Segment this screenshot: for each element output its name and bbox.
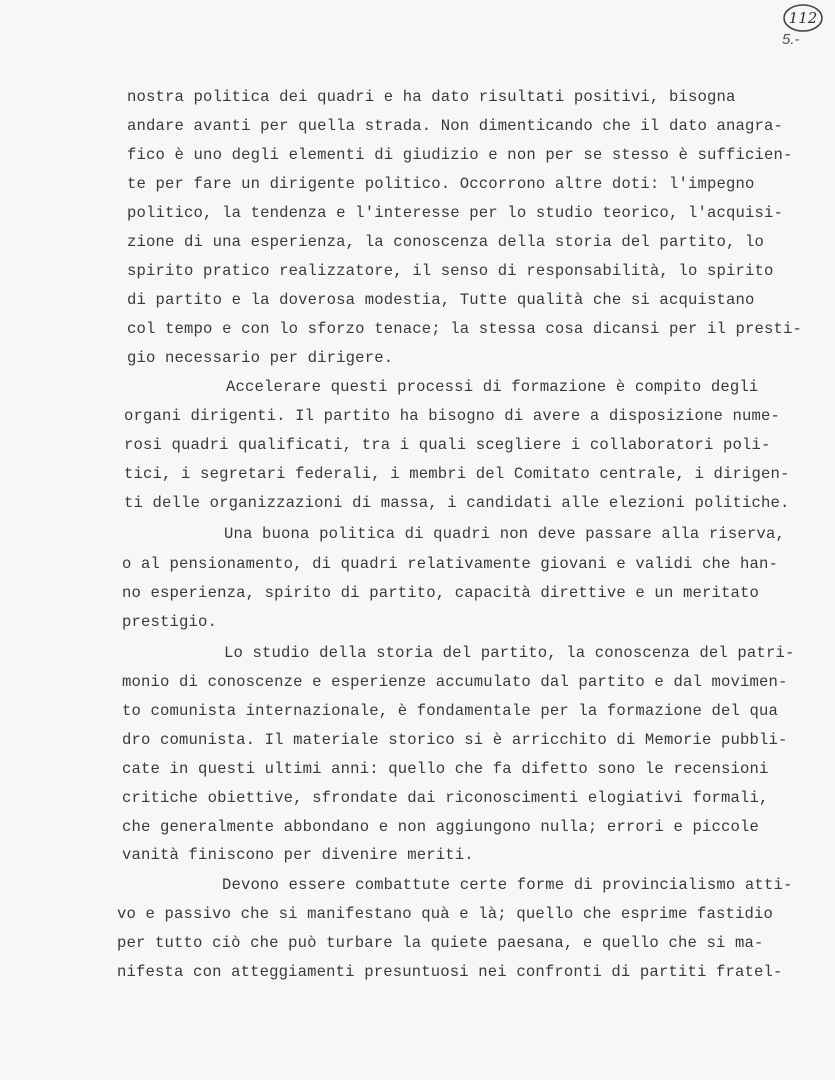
text-line-22: to comunista internazionale, è fondamentale per la formazione del qua [122, 702, 779, 720]
text-line-2: andare avanti per quella strada. Non dimenticando che il dato anagra- [127, 117, 784, 135]
text-line-5: politico, la tendenza e l'interesse per lo studio teorico, l'acquisi- [127, 204, 784, 222]
text-line-23: dro comunista. Il materiale storico si è arricchito di Memorie pubbli- [122, 731, 788, 749]
text-line-15: ti delle organizzazioni di massa, i candidati alle elezioni politiche. [124, 494, 790, 512]
text-line-3: fico è uno degli elementi di giudizio e non per se stesso è sufficien- [127, 146, 793, 164]
text-line-24: cate in questi ultimi anni: quello che fa difetto sono le recensioni [122, 760, 769, 778]
text-line-26: che generalmente abbondano e non aggiungono nulla; errori e piccole [122, 818, 760, 836]
text-line-20: Lo studio della storia del partito, la conoscenza del patri- [224, 644, 795, 662]
text-line-29: vo e passivo che si manifestano quà e là; quello che esprime fastidio [117, 905, 774, 923]
text-line-27: vanità finiscono per divenire meriti. [122, 846, 474, 864]
text-line-10: gio necessario per dirigere. [127, 349, 394, 367]
text-line-16: Una buona politica di quadri non deve passare alla riserva, [224, 525, 785, 543]
text-line-13: rosi quadri qualificati, tra i quali scegliere i collaboratori poli- [124, 436, 771, 454]
text-line-31: nifesta con atteggiamenti presuntuosi nei confronti di partiti fratel- [117, 963, 783, 981]
handwritten-page-number [781, 2, 825, 34]
text-line-28: Devono essere combattute certe forme di provincialismo atti- [222, 876, 793, 894]
text-line-4: te per fare un dirigente politico. Occorrono altre doti: l'impegno [127, 175, 755, 193]
text-line-1: nostra politica dei quadri e ha dato risultati positivi, bisogna [127, 88, 736, 106]
text-line-14: tici, i segretari federali, i membri del Comitato centrale, i dirigen- [124, 465, 790, 483]
text-line-25: critiche obiettive, sfrondate dai riconoscimenti elogiativi formali, [122, 789, 769, 807]
text-line-21: monio di conoscenze e esperienze accumulato dal partito e dal movimen- [122, 673, 788, 691]
text-line-11: Accelerare questi processi di formazione è compito degli [226, 378, 759, 396]
text-line-8: di partito e la doverosa modestia, Tutte qualità che si acquistano [127, 291, 755, 309]
text-line-19: prestigio. [122, 613, 218, 631]
text-line-9: col tempo e con lo sforzo tenace; la stessa cosa dicansi per il presti- [127, 320, 803, 338]
circled-number-stamp [781, 2, 825, 34]
text-line-6: zione di una esperienza, la conoscenza della storia del partito, lo [127, 233, 765, 251]
text-line-30: per tutto ciò che può turbare la quiete paesana, e quello che si ma- [117, 934, 764, 952]
svg-text:112: 112 [788, 9, 818, 27]
text-line-7: spirito pratico realizzatore, il senso di responsabilità, lo spirito [127, 262, 774, 280]
text-line-12: organi dirigenti. Il partito ha bisogno di avere a disposizione nume- [124, 407, 781, 425]
sub-page-number: 5.- [782, 31, 800, 48]
text-line-17: o al pensionamento, di quadri relativamente giovani e validi che han- [122, 555, 779, 573]
text-line-18: no esperienza, spirito di partito, capacità direttive e un meritato [122, 584, 760, 602]
